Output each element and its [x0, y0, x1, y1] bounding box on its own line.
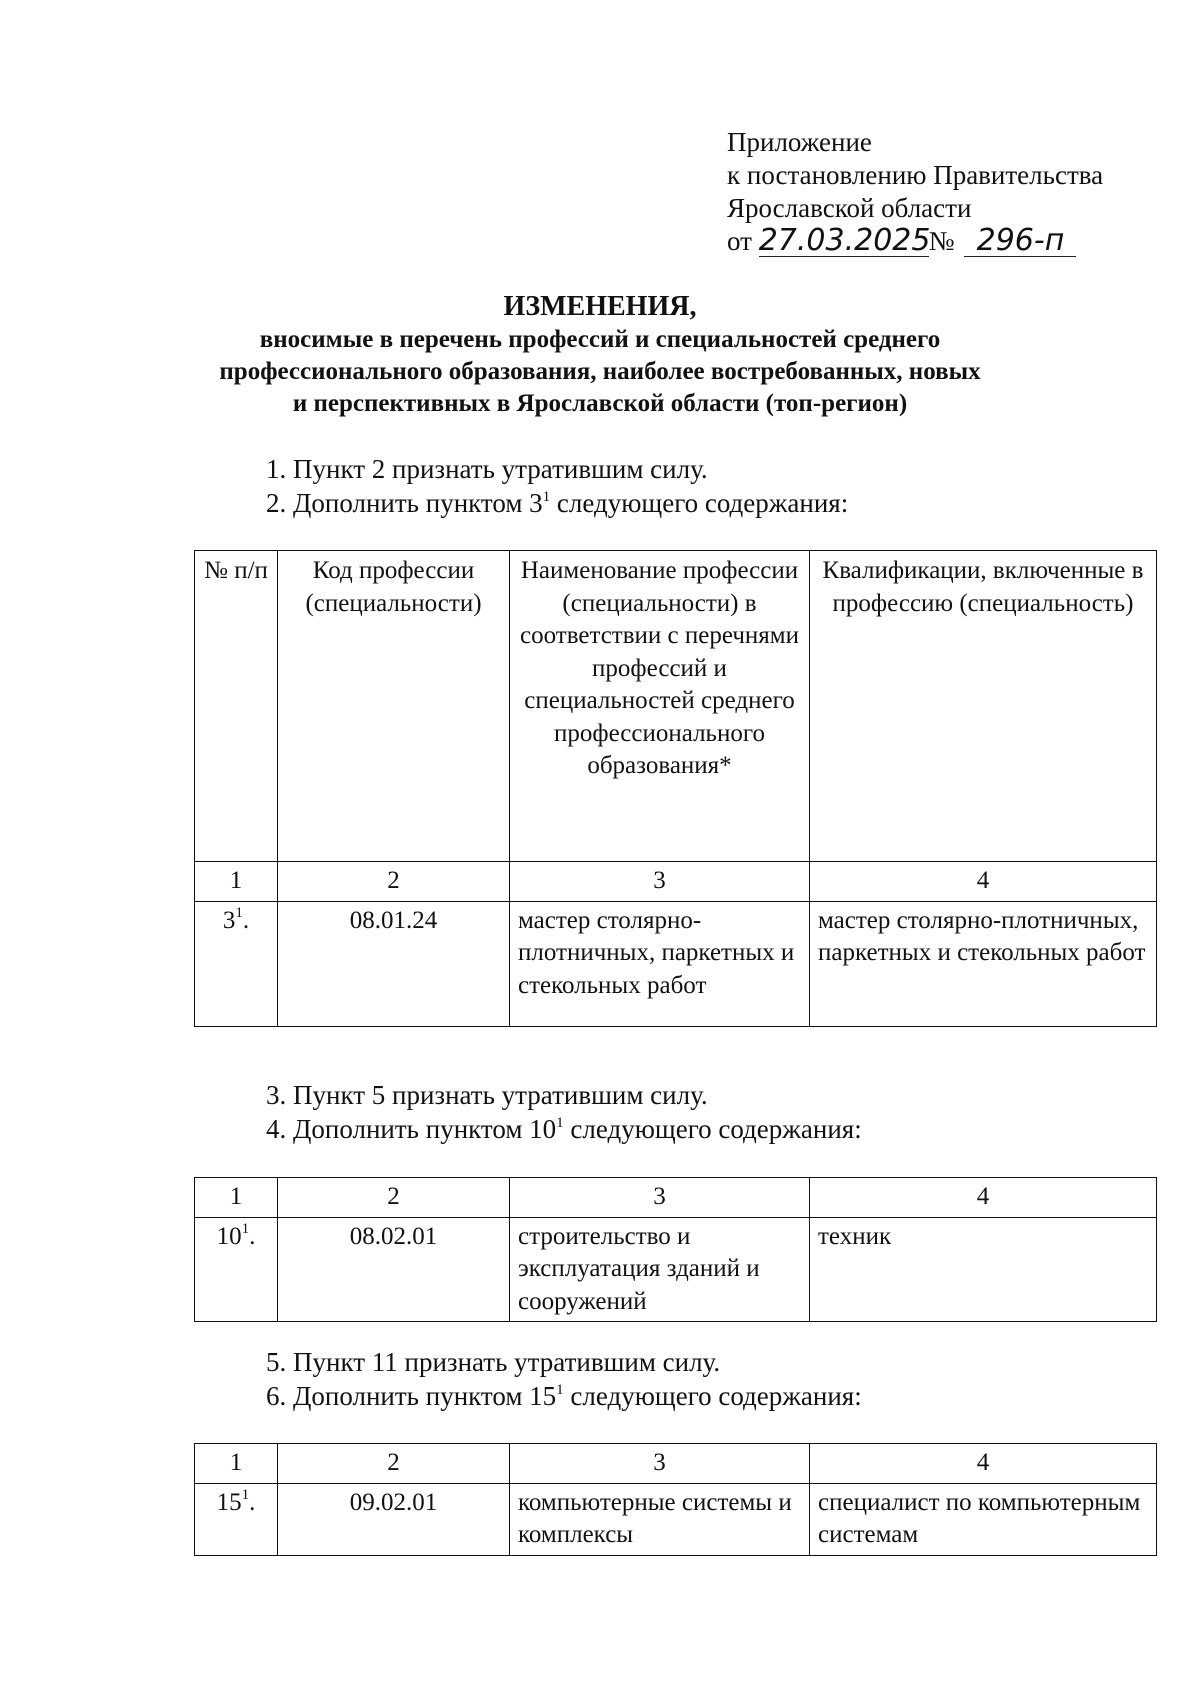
appendix-block — [727, 126, 1103, 258]
item-5: 5. Пункт 11 признать утратившим силу. — [266, 1347, 721, 1377]
row-name: компьютерные системы и комплексы — [510, 1483, 810, 1555]
table-item-3-1 — [194, 550, 1157, 1027]
heading-subtitle-1: вносимые в перечень профессий и специальностей среднего — [259, 326, 941, 353]
heading-subtitle-2: профессионального образования, наиболее востребованных, новых — [219, 358, 981, 385]
col-number: 1 — [195, 1444, 278, 1484]
handwritten-number: 296-п — [964, 226, 1076, 257]
header-num: № п/п — [195, 551, 278, 862]
row-name: мастер столярно-плотничных, паркетных и стекольных работ — [510, 901, 810, 1026]
table-header-row — [195, 551, 1157, 862]
item-2: 2. Дополнить пунктом $3^1$ следующего содержания: — [266, 488, 849, 518]
col-number: 1 — [195, 862, 278, 902]
table-row — [195, 1483, 1157, 1555]
header-code: Код профессии (специальности) — [278, 551, 510, 862]
table-item-10-1 — [194, 1177, 1157, 1322]
heading-title: ИЗМЕНЕНИЯ, — [503, 291, 697, 322]
col-number: 4 — [810, 1444, 1157, 1484]
appendix-date-line — [727, 225, 1103, 258]
column-number-row — [195, 1444, 1157, 1484]
col-number: 4 — [810, 862, 1157, 902]
appendix-line-1: Приложение — [727, 127, 872, 157]
superscript: 1 — [542, 488, 551, 505]
col-number: 4 — [810, 1178, 1157, 1218]
row-code: 08.01.24 — [278, 901, 510, 1026]
col-number: 2 — [278, 862, 510, 902]
item-4: 4. Дополнить пунктом $10^1$ следующего содержания: — [266, 1114, 862, 1144]
row-code: 09.02.01 — [278, 1483, 510, 1555]
heading-subtitle-3: и перспективных в Ярославской области (топ-регион) — [292, 390, 908, 417]
column-number-row — [195, 862, 1157, 902]
row-code: 08.02.01 — [278, 1217, 510, 1322]
item-1: 1. Пункт 2 признать утратившим силу. — [266, 454, 708, 484]
row-qualification: специалист по компьютерным системам — [810, 1483, 1157, 1555]
row-name: строительство и эксплуатация зданий и сооружений — [510, 1217, 810, 1322]
appendix-line-3: Ярославской области — [727, 193, 972, 223]
col-number: 3 — [510, 862, 810, 902]
column-number-row — [195, 1178, 1157, 1218]
item-3: 3. Пункт 5 признать утратившим силу. — [266, 1080, 708, 1110]
item-6: 6. Дополнить пунктом $15^1$ следующего содержания: — [266, 1381, 862, 1411]
number-label: № — [928, 226, 955, 256]
row-num: $15^1$. — [195, 1483, 278, 1555]
from-label: от — [727, 226, 752, 256]
handwritten-date: 27.03.2025 — [758, 223, 931, 258]
table-row — [195, 901, 1157, 1026]
col-number: 3 — [510, 1444, 810, 1484]
table-row — [195, 1217, 1157, 1322]
row-num: $3^1$. — [195, 901, 278, 1026]
appendix-line-2: к постановлению Правительства — [727, 160, 1104, 190]
header-qualification: Квалификации, включенные в профессию (специальность) — [810, 551, 1157, 862]
document-heading — [170, 290, 1030, 420]
row-qualification: мастер столярно-плотничных, паркетных и стекольных работ — [810, 901, 1157, 1026]
row-num: $10^1$. — [195, 1217, 278, 1322]
superscript: 1 — [556, 1114, 564, 1131]
col-number: 3 — [510, 1178, 810, 1218]
col-number: 2 — [278, 1444, 510, 1484]
col-number: 2 — [278, 1178, 510, 1218]
header-name: Наименование профессии (специальности) в соответствии с перечнями профессий и специальностей среднего профессионального образования* — [510, 551, 810, 862]
col-number: 1 — [195, 1178, 278, 1218]
table-item-15-1 — [194, 1443, 1157, 1556]
row-qualification: техник — [810, 1217, 1157, 1322]
superscript: 1 — [556, 1381, 564, 1398]
